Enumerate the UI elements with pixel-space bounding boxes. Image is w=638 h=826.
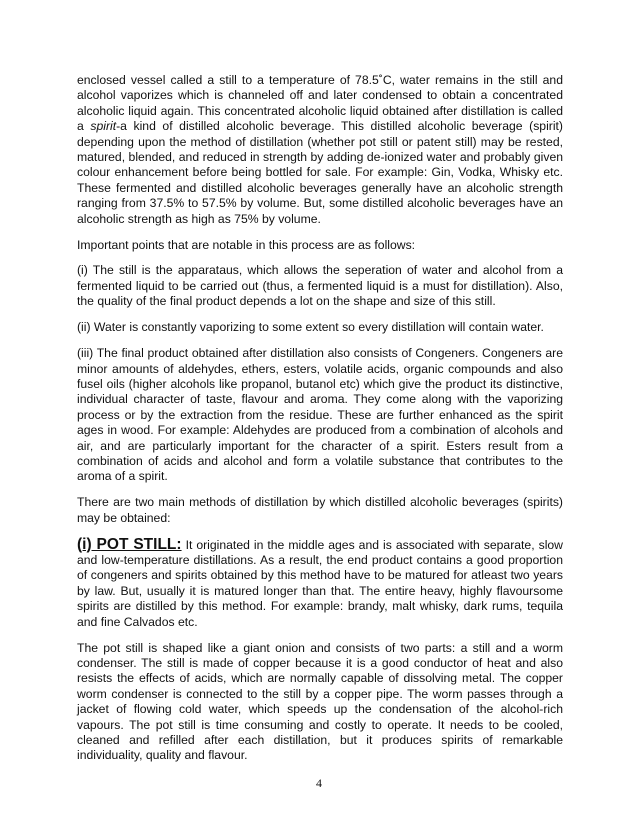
paragraph-pot-still-description: The pot still is shaped like a giant onion and consists of two parts: a still and a worm condenser. The still is made of copper because it is a good conductor of heat and also resists the effects of acids, which are normally capable of dissolving metal. The copper worm condenser is connected to the still by a copper pipe. The worm passes through a jacket of flowing cold water, which speeds up the condensation of the alcohol-rich vapours. The pot still is time consuming and costly to operate. It needs to be cooled, cleaned and refilled after each distillation, but it produces spirits of remarkable individuality, quality and flavour. xyxy=(77,640,563,763)
paragraph-spirit-definition xyxy=(77,73,563,227)
document-page xyxy=(77,73,563,774)
paragraph-point-iii: (iii) The final product obtained after distillation also consists of Congeners. Congeners are minor amounts of aldehydes, ethers, esters, volatile acids, organic compounds and also fusel oils (higher alcohols like propanol, butanol etc) which give the product its distinctive, individual character of taste, flavour and aroma. They come along with the vaporizing process or by the extraction from the residue. These are further enhanced as the spirit ages in wood. For example: Aldehydes are produced from a combination of alcohols and air, and are particularly important for the character of a spirit. Esters result from a combination of acids and alcohol and form a volatile substance that contributes to the aroma of a spirit. xyxy=(77,346,563,484)
paragraph-important-points: Important points that are notable in this process are as follows: xyxy=(77,237,416,252)
page-number: 4 xyxy=(316,776,322,790)
italic-term-spirit: spirit xyxy=(90,119,117,134)
paragraph-text: It originated in the middle ages and is associated with separate, slow and low-temperature distillations. As a result, the end product contains a good proportion of congeners and spirits obtained by this method have to be matured for atleast two years by law. But, usually it is matured longer than that. The entire heavy, highly flavoursome spirits are distilled by this method. For example: brandy, malt whisky, dark rums, tequila and fine Calvados etc. xyxy=(77,537,563,629)
paragraph-two-methods: There are two main methods of distillation by which distilled alcoholic beverages (spirits) may be obtained: xyxy=(77,495,563,525)
paragraph-point-i: (i) The still is the apparataus, which allows the seperation of water and alcohol from a fermented liquid to be carried out (thus, a fermented liquid is a must for distillation). Also, the quality of the final product depends a lot on the shape and size of this still. xyxy=(77,263,563,309)
paragraph-pot-still xyxy=(77,537,563,630)
paragraph-point-ii: (ii) Water is constantly vaporizing to some extent so every distillation will contain water. xyxy=(77,320,544,335)
section-heading-pot-still: (i) POT STILL: xyxy=(77,535,182,553)
paragraph-text: enclosed vessel called a still to a temperature of 78.5˚C, water remains in the still and alcohol vaporizes which is channeled off and later condensed to obtain a concentrated alcoholic liquid again. This concentrated alcoholic liquid obtained after distillation is called a xyxy=(77,73,563,134)
paragraph-text: -a kind of distilled alcoholic beverage. This distilled alcoholic beverage (spirit) depending upon the method of distillation (whether pot still or patent still) may be rested, matured, blended, and reduced in strength by adding de-ionized water and probably given colour enhancement before being bottled for sale. For example: Gin, Vodka, Whisky etc. These fermented and distilled alcoholic beverages generally have an alcoholic strength ranging from 37.5% to 57.5% by volume. But, some distilled alcoholic beverages have an alcoholic strength as high as 75% by volume. xyxy=(77,119,563,226)
